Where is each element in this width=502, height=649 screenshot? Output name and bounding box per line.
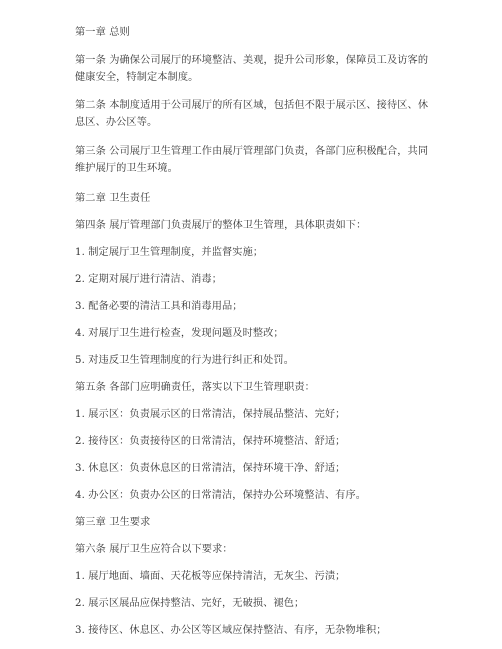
chapter-1-heading: 第一章 总则	[75, 27, 130, 38]
chapter-2-heading: 第二章 卫生责任	[75, 193, 151, 204]
chapter-3-heading: 第三章 卫生要求	[75, 517, 151, 528]
list-item: 4. 办公区：负责办公区的日常清洁，保持办公环境整洁、有序。	[75, 490, 367, 501]
article-1: 第一条 为确保公司展厅的环境整洁、美观，提升公司形象，保障员工及访客的健康安全，特制定本制度。	[75, 55, 429, 83]
article-6: 第六条 展厅卫生应符合以下要求：	[75, 544, 233, 555]
article-5: 第五条 各部门应明确责任，落实以下卫生管理职责：	[75, 382, 315, 393]
list-item: 2. 接待区：负责接待区的日常清洁，保持环境整洁、舒适；	[75, 436, 346, 447]
list-item: 5. 对违反卫生管理制度的行为进行纠正和处罚。	[75, 355, 295, 366]
article-2: 第二条 本制度适用于公司展厅的所有区域，包括但不限于展示区、接待区、休息区、办公区等。	[75, 100, 429, 128]
list-item: 3. 休息区：负责休息区的日常清洁，保持环境干净、舒适；	[75, 463, 346, 474]
list-item: 3. 接待区、休息区、办公区等区域应保持整洁、有序，无杂物堆积；	[75, 625, 387, 636]
article-3: 第三条 公司展厅卫生管理工作由展厅管理部门负责，各部门应积极配合，共同维护展厅的卫生环境。	[75, 146, 429, 174]
list-item: 3. 配备必要的清洁工具和消毒用品；	[75, 301, 243, 312]
list-item: 2. 定期对展厅进行清洁、消毒；	[75, 274, 222, 285]
list-item: 4. 对展厅卫生进行检查，发现问题及时整改；	[75, 328, 284, 339]
article-4: 第四条 展厅管理部门负责展厅的整体卫生管理，具体职责如下：	[75, 220, 367, 231]
list-item: 2. 展示区展品应保持整洁、完好，无破损、褪色；	[75, 598, 305, 609]
list-item: 1. 展厅地面、墙面、天花板等应保持清洁，无灰尘、污渍；	[75, 571, 346, 582]
list-item: 1. 制定展厅卫生管理制度，并监督实施；	[75, 247, 264, 258]
list-item: 1. 展示区：负责展示区的日常清洁，保持展品整洁、完好；	[75, 409, 346, 420]
